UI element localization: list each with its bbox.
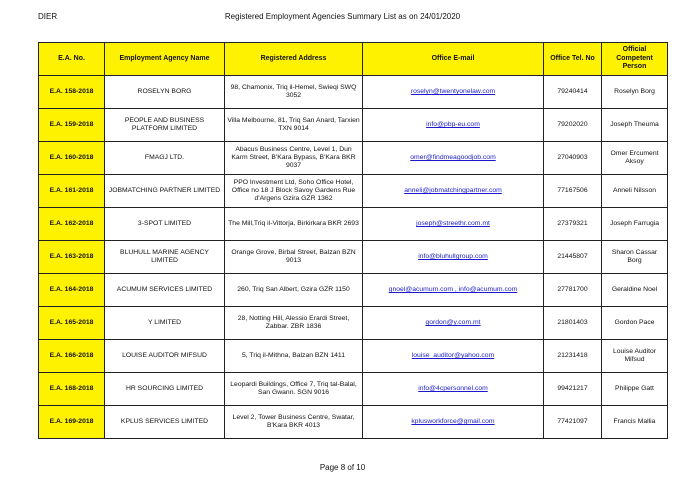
ea-number-cell: E.A. 168-2018 — [39, 373, 105, 406]
agency-name-cell: LOUISE AUDITOR MIFSUD — [105, 340, 225, 373]
email-link[interactable]: anneli@jobmatchingpartner.com — [404, 186, 502, 194]
tel-cell: 21231418 — [544, 340, 602, 373]
agency-name-cell: 3-SPOT LIMITED — [105, 208, 225, 241]
ea-number-cell: E.A. 164-2018 — [39, 274, 105, 307]
tel-cell: 79240414 — [544, 76, 602, 109]
ea-number-cell: E.A. 163-2018 — [39, 241, 105, 274]
competent-person-cell: Joseph Theuma — [602, 109, 668, 142]
email-cell — [363, 274, 544, 307]
address-cell: PPO Investment Ltd, Soho Office Hotel, Office no 18 J Block Savoy Gardens Rue d'Argens Gzira GZR 1362 — [225, 175, 363, 208]
competent-person-cell: Anneli Nilsson — [602, 175, 668, 208]
address-cell: Orange Grove, Birbal Street, Balzan BZN 9013 — [225, 241, 363, 274]
document-title: Registered Employment Agencies Summary List as on 24/01/2020 — [224, 12, 461, 21]
address-cell: Abacus Business Centre, Level 1, Dun Karm Street, B'Kara Bypass, B'Kara BKR 9037 — [225, 142, 363, 175]
ea-number-cell: E.A. 159-2018 — [39, 109, 105, 142]
email-cell — [363, 208, 544, 241]
agencies-table — [38, 42, 668, 439]
address-cell: Villa Melbourne, 81, Triq San Anard, Tarxien TXN 9014 — [225, 109, 363, 142]
competent-person-cell: Gordon Pace — [602, 307, 668, 340]
competent-person-cell: Roselyn Borg — [602, 76, 668, 109]
email-cell — [363, 175, 544, 208]
table-row — [39, 142, 668, 175]
tel-cell: 79202020 — [544, 109, 602, 142]
column-header-email: Office E-mail — [363, 43, 544, 76]
table-row — [39, 76, 668, 109]
table-row — [39, 241, 668, 274]
ea-number-cell: E.A. 161-2018 — [39, 175, 105, 208]
email-link[interactable]: info@pbp-eu.com — [426, 120, 480, 128]
tel-cell: 99421217 — [544, 373, 602, 406]
address-cell: 5, Triq il-Mithna, Balzan BZN 1411 — [225, 340, 363, 373]
competent-person-cell: Louise Auditor Mifsud — [602, 340, 668, 373]
table-header-row — [39, 43, 668, 76]
agency-name-cell: Y LIMITED — [105, 307, 225, 340]
table-row — [39, 208, 668, 241]
email-cell — [363, 340, 544, 373]
email-link[interactable]: joseph@streethr.com.mt — [416, 219, 490, 227]
table-row — [39, 274, 668, 307]
competent-person-cell: Geraldine Noel — [602, 274, 668, 307]
email-cell — [363, 109, 544, 142]
address-cell: 260, Triq San Albert, Gzira GZR 1150 — [225, 274, 363, 307]
agency-name-cell: KPLUS SERVICES LIMITED — [105, 406, 225, 439]
tel-cell: 21801403 — [544, 307, 602, 340]
tel-cell: 77167506 — [544, 175, 602, 208]
table-row — [39, 340, 668, 373]
email-link[interactable]: info@4cpersonnel.com — [418, 384, 488, 392]
email-link[interactable]: gordon@y.com.mt — [425, 318, 481, 326]
ea-number-cell: E.A. 169-2018 — [39, 406, 105, 439]
email-link[interactable]: kplusworkforce@gmail.com — [411, 417, 495, 425]
email-cell — [363, 76, 544, 109]
column-header-person: Official Competent Person — [602, 43, 668, 76]
address-cell: 28, Notting Hill, Alessio Erardi Street, Zabbar. ZBR 1836 — [225, 307, 363, 340]
agency-name-cell: HR SOURCING LIMITED — [105, 373, 225, 406]
tel-cell: 27781700 — [544, 274, 602, 307]
email-link[interactable]: louise_auditor@yahoo.com — [411, 351, 495, 359]
email-cell — [363, 406, 544, 439]
table-row — [39, 109, 668, 142]
column-header-ea-no: E.A. No. — [39, 43, 105, 76]
tel-cell: 77421097 — [544, 406, 602, 439]
competent-person-cell: Francis Mallia — [602, 406, 668, 439]
column-header-address: Registered Address — [225, 43, 363, 76]
email-cell — [363, 241, 544, 274]
address-cell: 98, Chamonix, Triq il-Hemel, Swieqi SWQ 3052 — [225, 76, 363, 109]
document-header-left: DIER — [38, 12, 58, 21]
email-link[interactable]: roselyn@twentyonelaw.com — [410, 87, 496, 95]
competent-person-cell: Joseph Farrugia — [602, 208, 668, 241]
column-header-tel: Office Tel. No — [544, 43, 602, 76]
agency-name-cell: PEOPLE AND BUSINESS PLATFORM LIMITED — [105, 109, 225, 142]
address-cell: Level 2, Tower Business Centre, Swatar, B'Kara BKR 4013 — [225, 406, 363, 439]
ea-number-cell: E.A. 160-2018 — [39, 142, 105, 175]
address-cell: The Mill,Triq il-Vittorja, Birkirkara BKR 2693 — [225, 208, 363, 241]
agency-name-cell: ROSELYN BORG — [105, 76, 225, 109]
email-cell — [363, 307, 544, 340]
table-body — [39, 76, 668, 439]
table-row — [39, 373, 668, 406]
table-row — [39, 175, 668, 208]
table-row — [39, 406, 668, 439]
agency-name-cell: BLUHULL MARINE AGENCY LIMITED — [105, 241, 225, 274]
competent-person-cell: Sharon Cassar Borg — [602, 241, 668, 274]
email-link[interactable]: gnoel@acumum.com , info@acumum.com — [388, 285, 518, 293]
ea-number-cell: E.A. 158-2018 — [39, 76, 105, 109]
email-cell — [363, 373, 544, 406]
agency-name-cell: ACUMUM SERVICES LIMITED — [105, 274, 225, 307]
email-cell — [363, 142, 544, 175]
agency-name-cell: FMAGJ LTD. — [105, 142, 225, 175]
competent-person-cell: Philippe Gatt — [602, 373, 668, 406]
tel-cell: 27040903 — [544, 142, 602, 175]
page-number: Page 8 of 10 — [319, 463, 366, 472]
agency-name-cell: JOBMATCHING PARTNER LIMITED — [105, 175, 225, 208]
ea-number-cell: E.A. 165-2018 — [39, 307, 105, 340]
address-cell: Leopardi Buildings, Office 7, Triq tal-Balal, San Gwann. SGN 9016 — [225, 373, 363, 406]
column-header-agency-name: Employment Agency Name — [105, 43, 225, 76]
competent-person-cell: Omer Ercument Aksoy — [602, 142, 668, 175]
tel-cell: 27379321 — [544, 208, 602, 241]
email-link[interactable]: info@bluhullgroup.com — [418, 252, 488, 260]
ea-number-cell: E.A. 166-2018 — [39, 340, 105, 373]
tel-cell: 21445807 — [544, 241, 602, 274]
table-row — [39, 307, 668, 340]
email-link[interactable]: omer@findmeagoodjob.com — [410, 153, 496, 161]
ea-number-cell: E.A. 162-2018 — [39, 208, 105, 241]
